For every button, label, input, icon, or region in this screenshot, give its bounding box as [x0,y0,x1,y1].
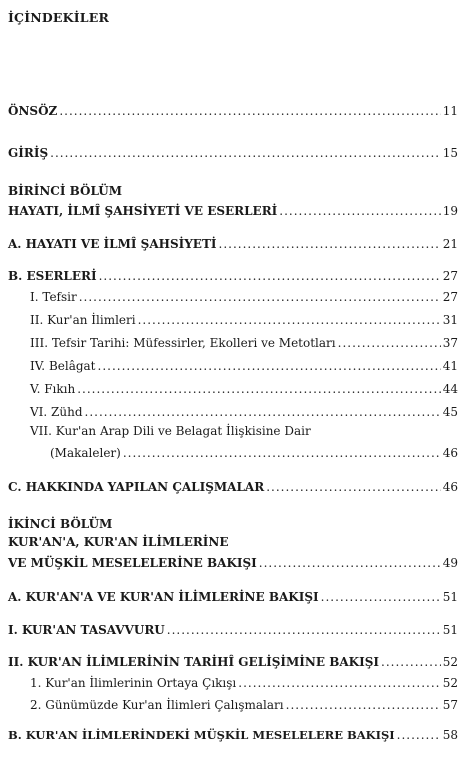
entry-page: 52 [442,655,458,669]
toc-entry-c-hakkinda[interactable] [8,476,458,494]
entry-title: A. KUR'AN'A VE KUR'AN İLİMLERİNE BAKIŞI [8,590,319,604]
entry-page: 58 [442,728,458,742]
dot-leader [59,104,440,118]
toc-entry-belagat[interactable] [30,355,458,373]
entry-page: 41 [442,359,458,373]
dot-leader [321,590,441,604]
toc-entry-vii[interactable] [50,442,458,460]
dot-leader [338,336,441,350]
dot-leader [279,204,440,218]
entry-title: 1. Kur'an İlimlerinin Ortaya Çıkışı [30,676,237,690]
toc-entry-zuhd[interactable] [30,401,458,419]
entry-title: V. Fıkıh [30,382,76,396]
entry-title: 2. Günümüzde Kur'an İlimleri Çalışmaları [30,698,284,712]
toc-heading: İÇİNDEKİLER [8,10,110,25]
entry-page: 45 [442,405,458,419]
entry-title: VE MÜŞKİL MESELELERİNE BAKIŞI [8,556,257,570]
part2-title-line1: KUR'AN'A, KUR'AN İLİMLERİNE [8,535,229,549]
toc-entry-a-hayati[interactable] [8,233,458,251]
entry-page: 51 [442,623,458,637]
entry-title: B. ESERLERİ [8,269,97,283]
entry-page: 44 [442,382,458,396]
entry-page: 11 [442,104,458,118]
toc-entry-giris[interactable] [8,142,458,160]
toc-entry-b-eserleri[interactable] [8,265,458,283]
dot-leader [219,237,441,251]
toc-entry-b-muskil[interactable] [8,724,458,742]
entry-page: 21 [442,237,458,251]
toc-entry-gunumuzde[interactable] [30,694,458,712]
entry-page: 15 [442,146,458,160]
toc-entry-tefsir-tarihi[interactable] [30,332,458,350]
entry-title: HAYATI, İLMÎ ŞAHSİYETİ VE ESERLERİ [8,204,278,218]
toc-entry-i-tasavvuru[interactable] [8,619,458,637]
toc-entry-tefsir[interactable] [30,286,458,304]
entry-title: III. Tefsir Tarihi: Müfessirler, Ekolleri ve Metotları [30,336,336,350]
toc-entry-fikih[interactable] [30,378,458,396]
entry-page: 49 [442,556,458,570]
dot-leader [77,382,441,396]
toc-entry-part2[interactable] [8,552,458,570]
dot-leader [123,446,441,460]
entry-title: IV. Belâgat [30,359,96,373]
entry-page: 57 [442,698,458,712]
dot-leader [238,676,440,690]
dot-leader [397,728,441,742]
dot-leader [98,359,441,373]
entry-page: 27 [442,290,458,304]
toc-entry-a-kurana[interactable] [8,586,458,604]
entry-title: VI. Zühd [30,405,83,419]
entry-page: 46 [442,446,458,460]
toc-entry-kuran-ilimleri[interactable] [30,309,458,327]
entry-title: A. HAYATI VE İLMÎ ŞAHSİYETİ [8,237,217,251]
dot-leader [167,623,441,637]
dot-leader [99,269,441,283]
entry-title: II. Kur'an İlimleri [30,313,136,327]
entry-title: I. KUR'AN TASAVVURU [8,623,165,637]
entry-title: I. Tefsir [30,290,77,304]
entry-page: 37 [442,336,458,350]
dot-leader [50,146,441,160]
toc-entry-part1[interactable] [8,200,458,218]
entry-page: 52 [442,676,458,690]
toc-entry-onsoz[interactable] [8,100,458,118]
entry-page: 46 [442,480,458,494]
toc-entry-ortaya-cikisi[interactable] [30,672,458,690]
part1-label: BİRİNCİ BÖLÜM [8,184,122,198]
dot-leader [259,556,441,570]
entry-page: 27 [442,269,458,283]
dot-leader [79,290,441,304]
dot-leader [286,698,441,712]
entry-page: 19 [442,204,458,218]
dot-leader [138,313,441,327]
entry-title: C. HAKKINDA YAPILAN ÇALIŞMALAR [8,480,265,494]
entry-page: 51 [442,590,458,604]
entry-title: ÖNSÖZ [8,104,58,118]
dot-leader [85,405,441,419]
toc-entry-ii-gelisim[interactable] [8,651,458,669]
toc-entry-vii-line1: VII. Kur'an Arap Dili ve Belagat İlişkisine Dair [30,424,311,438]
entry-page: 31 [442,313,458,327]
dot-leader [381,655,441,669]
entry-title: II. KUR'AN İLİMLERİNİN TARİHÎ GELİŞİMİNE BAKIŞI [8,655,379,669]
dot-leader [266,480,441,494]
entry-title: (Makaleler) [50,446,121,460]
entry-title: B. KUR'AN İLİMLERİNDEKİ MÜŞKİL MESELELERE BAKIŞI [8,728,395,742]
part2-label: İKİNCİ BÖLÜM [8,517,113,531]
entry-title: GİRİŞ [8,146,49,160]
